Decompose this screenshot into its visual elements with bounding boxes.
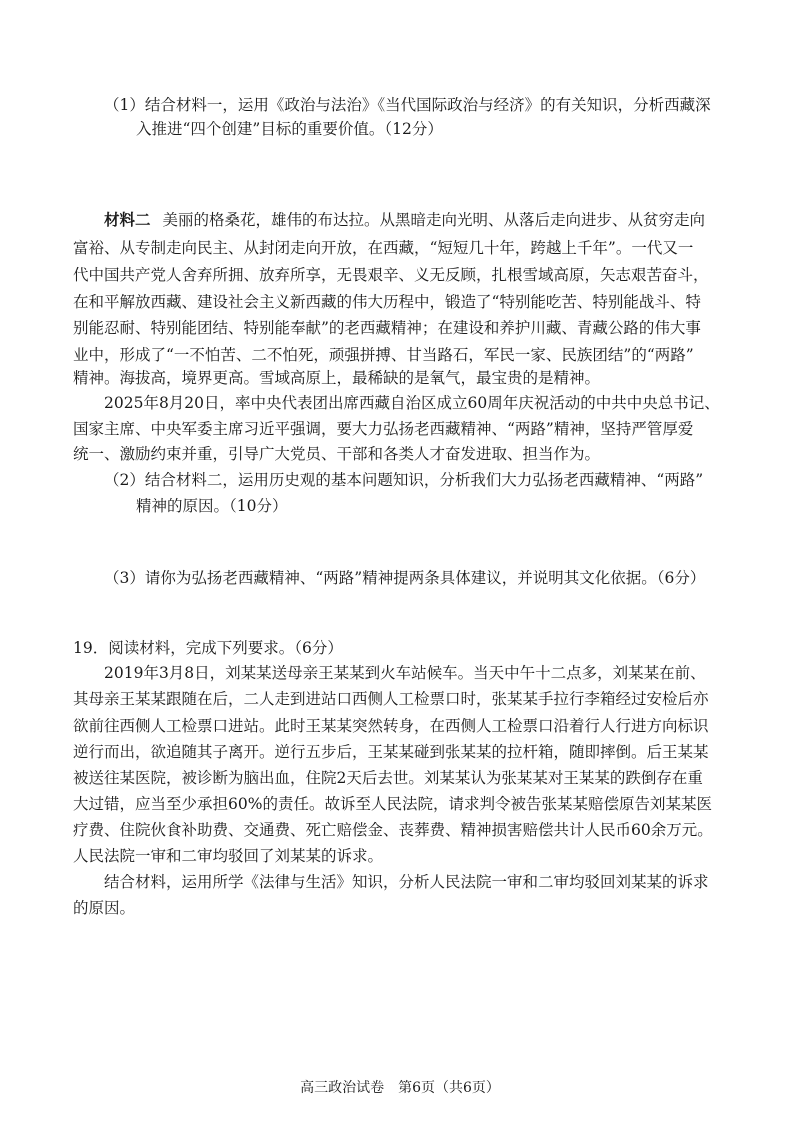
material2-paragraph-1-first-line <box>104 210 705 230</box>
material2-line: 富裕、从专制走向民主、从封闭走向开放，在西藏，“短短几十年，跨越上千年”。一代又一 <box>73 239 694 257</box>
material2-line: 美丽的格桑花，雄伟的布达拉。从黑暗走向光明、从落后走向进步、从贫穷走向 <box>162 211 706 229</box>
q19-line: 疗费、住院伙食补助费、交通费、死亡赔偿金、丧葬费、精神损害赔偿共计人民币60余万元。 <box>73 821 713 839</box>
material2-line: 统一、激励约束并重，引导广大党员、干部和各类人才奋发进取、担当作为。 <box>73 445 601 463</box>
q1-line-2: 入推进“四个创建”目标的重要价值。（12分） <box>136 120 443 138</box>
material2-label: 材料二 <box>104 210 151 229</box>
material2-line: 精神。海拔高，境界更高。雪域高原上，最稀缺的是氧气，最宝贵的是精神。 <box>73 369 601 387</box>
q19-line: 2019年3月8日，刘某某送母亲王某某到火车站候车。当天中午十二点多，刘某某在前、 <box>104 664 706 682</box>
q1-line-1: （1）结合材料一，运用《政治与法治》《当代国际政治与经济》的有关知识，分析西藏深 <box>104 96 711 114</box>
q2-line-1: （2）结合材料二，运用历史观的基本问题知识，分析我们大力弘扬老西藏精神、“两路” <box>104 471 704 489</box>
material2-line: 2025年8月20日，率中央代表团出席西藏自治区成立60周年庆祝活动的中共中央总书记、 <box>104 394 720 412</box>
material2-line: 在和平解放西藏、建设社会主义新西藏的伟大历程中，锻造了“特别能吃苦、特别能战斗、特 <box>73 293 701 311</box>
page-footer: 高三政治试卷 第6页（共6页） <box>300 1080 500 1096</box>
q19-line: 其母亲王某某跟随在后，二人走到进站口西侧人工检票口时，张某某手拉行李箱经过安检后亦 <box>73 690 709 708</box>
q2-line-2: 精神的原因。（10分） <box>136 497 288 515</box>
q19-line: 欲前往西侧人工检票口进站。此时王某某突然转身，在西侧人工检票口沿着行人行进方向标识 <box>73 717 709 735</box>
q19-line: 大过错，应当至少承担60%的责任。故诉至人民法院，请求判令被告张某某赔偿原告刘某某医 <box>73 795 712 813</box>
q19-line: 逆行而出，欲追随其子离开。逆行五步后，王某某碰到张某某的拉杆箱，随即摔倒。后王某某 <box>73 743 709 761</box>
q19-line: 人民法院一审和二审均驳回了刘某某的诉求。 <box>73 847 384 865</box>
material2-line: 国家主席、中央军委主席习近平强调，要大力弘扬老西藏精神、“两路”精神，坚持严管厚爱 <box>73 420 694 438</box>
q3-line-1: （3）请你为弘扬老西藏精神、“两路”精神提两条具体建议，并说明其文化依据。（6分） <box>104 569 706 587</box>
q19-heading: 19．阅读材料，完成下列要求。（6分） <box>73 639 343 657</box>
q19-line: 被送往某医院，被诊断为脑出血，住院2天后去世。刘某某认为张某某对王某某的跌倒存在重 <box>73 769 703 787</box>
material2-line: 别能忍耐、特别能团结、特别能奉献”的老西藏精神；在建设和养护川藏、青藏公路的伟大事 <box>73 319 701 337</box>
material2-line: 代中国共产党人舍弃所拥、放弃所享，无畏艰辛、义无反顾，扎根雪域高原，矢志艰苦奋斗， <box>73 266 709 284</box>
material2-line: 业中，形成了“一不怕苦、二不怕死，顽强拼搏、甘当路石，军民一家、民族团结”的“两路” <box>73 346 694 364</box>
q19-line: 结合材料，运用所学《法律与生活》知识，分析人民法院一审和二审均驳回刘某某的诉求 <box>104 873 709 891</box>
q19-line: 的原因。 <box>73 899 136 917</box>
